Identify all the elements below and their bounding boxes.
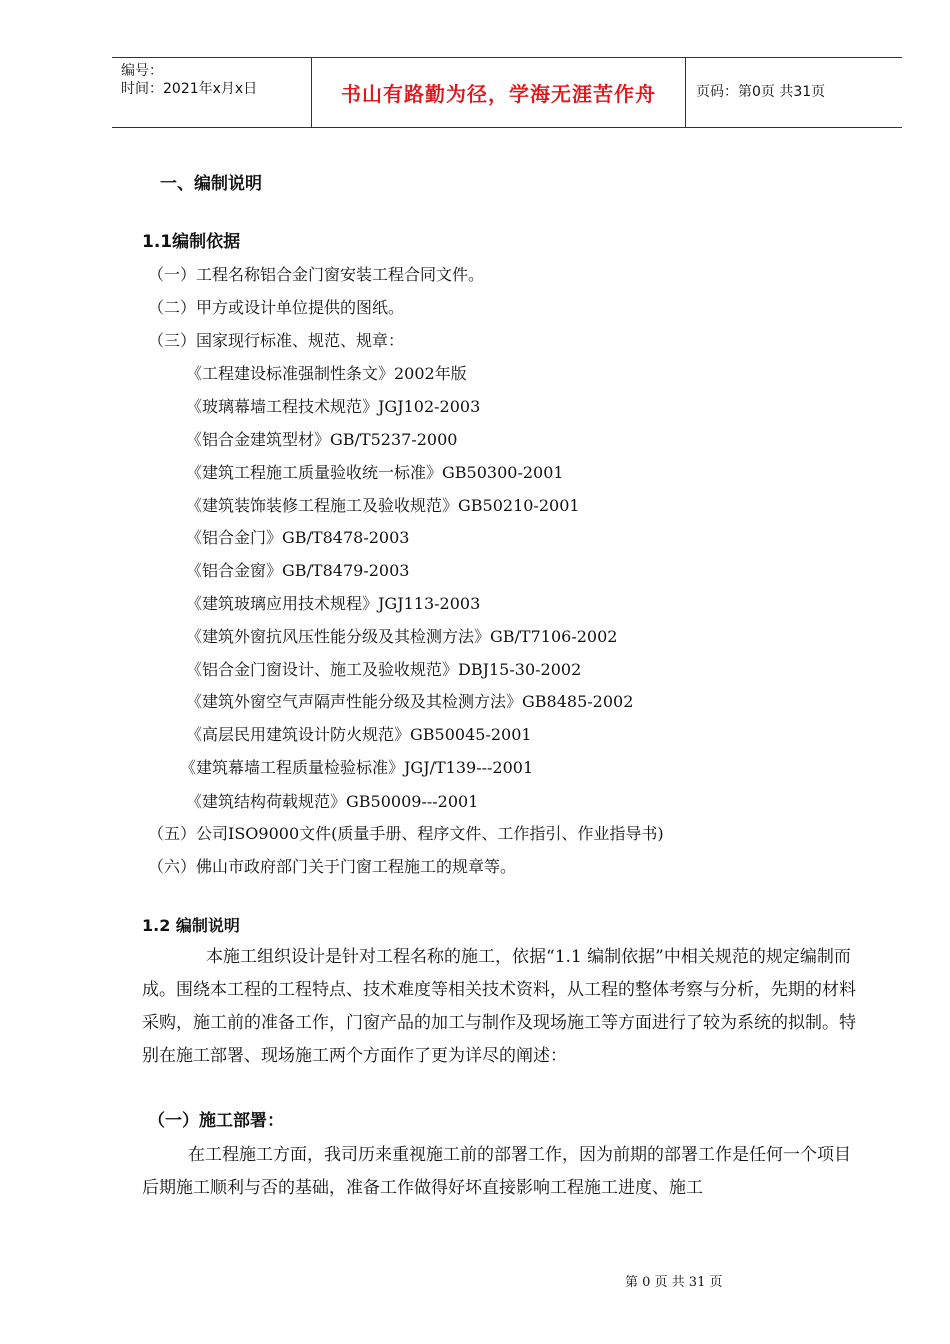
basis-item: （一）工程名称铝合金门窗安装工程合同文件。: [148, 265, 485, 284]
basis-item: （三）国家现行标准、规范、规章：: [148, 331, 405, 350]
standard-item: 《高层民用建筑设计防火规范》GB50045-2001: [186, 725, 532, 744]
header-page-number: 页码：第0页 共31页: [696, 84, 826, 100]
deployment-text: 在工程施工方面，我司历来重视施工前的部署工作，因为前期的部署工作是任何一个项目后期施工顺利与否的基础，准备工作做得好坏直接影响工程施工进度、施工: [142, 1145, 851, 1198]
document-time-label: 时间：2021年x月x日: [121, 81, 258, 97]
subsection-title-1-2: 1.2 编制说明: [142, 916, 240, 935]
description-text: 本施工组织设计是针对工程名称的施工，依据“1.1 编制依据”中相关规范的规定编制而成。围绕本工程的工程特点、技术难度等相关技术资料，从工程的整体考察与分析，先期的材料采购，施工前的准备工作，门窗产品的加工与制作及现场施工等方面进行了较为系统的拟制。特别在施工部署、现场施工两个方面作了更为详尽的阐述：: [142, 947, 856, 1066]
basis-item: （六）佛山市政府部门关于门窗工程施工的规章等。: [148, 857, 517, 876]
basis-item: （二）甲方或设计单位提供的图纸。: [148, 298, 405, 317]
page-footer: 第 0 页 共 31 页: [625, 1275, 723, 1290]
section-title: 一、编制说明: [160, 174, 262, 194]
header-page-cell: [686, 58, 902, 127]
standard-item: 《建筑装饰装修工程施工及验收规范》GB50210-2001: [186, 496, 580, 515]
basis-item: （五）公司ISO9000文件(质量手册、程序文件、工作指引、作业指导书): [148, 824, 664, 843]
page-header: [112, 57, 902, 128]
document-number-label: 编号：: [121, 63, 163, 79]
subsection-title-1-1: 1.1编制依据: [142, 232, 241, 252]
header-meta-cell: [112, 58, 312, 127]
description-paragraph: [142, 941, 862, 1073]
standard-item: 《建筑工程施工质量验收统一标准》GB50300-2001: [186, 463, 564, 482]
standard-item: 《建筑玻璃应用技术规程》JGJ113-2003: [186, 594, 481, 613]
header-motto-cell: [312, 58, 686, 127]
standard-item: 《玻璃幕墙工程技术规范》JGJ102-2003: [186, 397, 481, 416]
standard-item: 《建筑幕墙工程质量检验标准》JGJ/T139---2001: [180, 758, 534, 777]
standard-item: 《铝合金窗》GB/T8479-2003: [186, 561, 410, 580]
standard-item: 《铝合金门窗设计、施工及验收规范》DBJ15-30-2002: [186, 660, 582, 679]
standard-item: 《建筑结构荷载规范》GB50009---2001: [186, 792, 479, 811]
standard-item: 《铝合金门》GB/T8478-2003: [186, 528, 410, 547]
standard-item: 《铝合金建筑型材》GB/T5237-2000: [186, 430, 458, 449]
deployment-paragraph: [142, 1139, 862, 1205]
deployment-subtitle: （一）施工部署：: [148, 1111, 284, 1131]
header-motto: 书山有路勤为径，学海无涯苦作舟: [341, 82, 656, 106]
standard-item: 《建筑外窗抗风压性能分级及其检测方法》GB/T7106-2002: [186, 627, 618, 646]
standard-item: 《建筑外窗空气声隔声性能分级及其检测方法》GB8485-2002: [186, 692, 634, 711]
standard-item: 《工程建设标准强制性条文》2002年版: [186, 364, 467, 383]
